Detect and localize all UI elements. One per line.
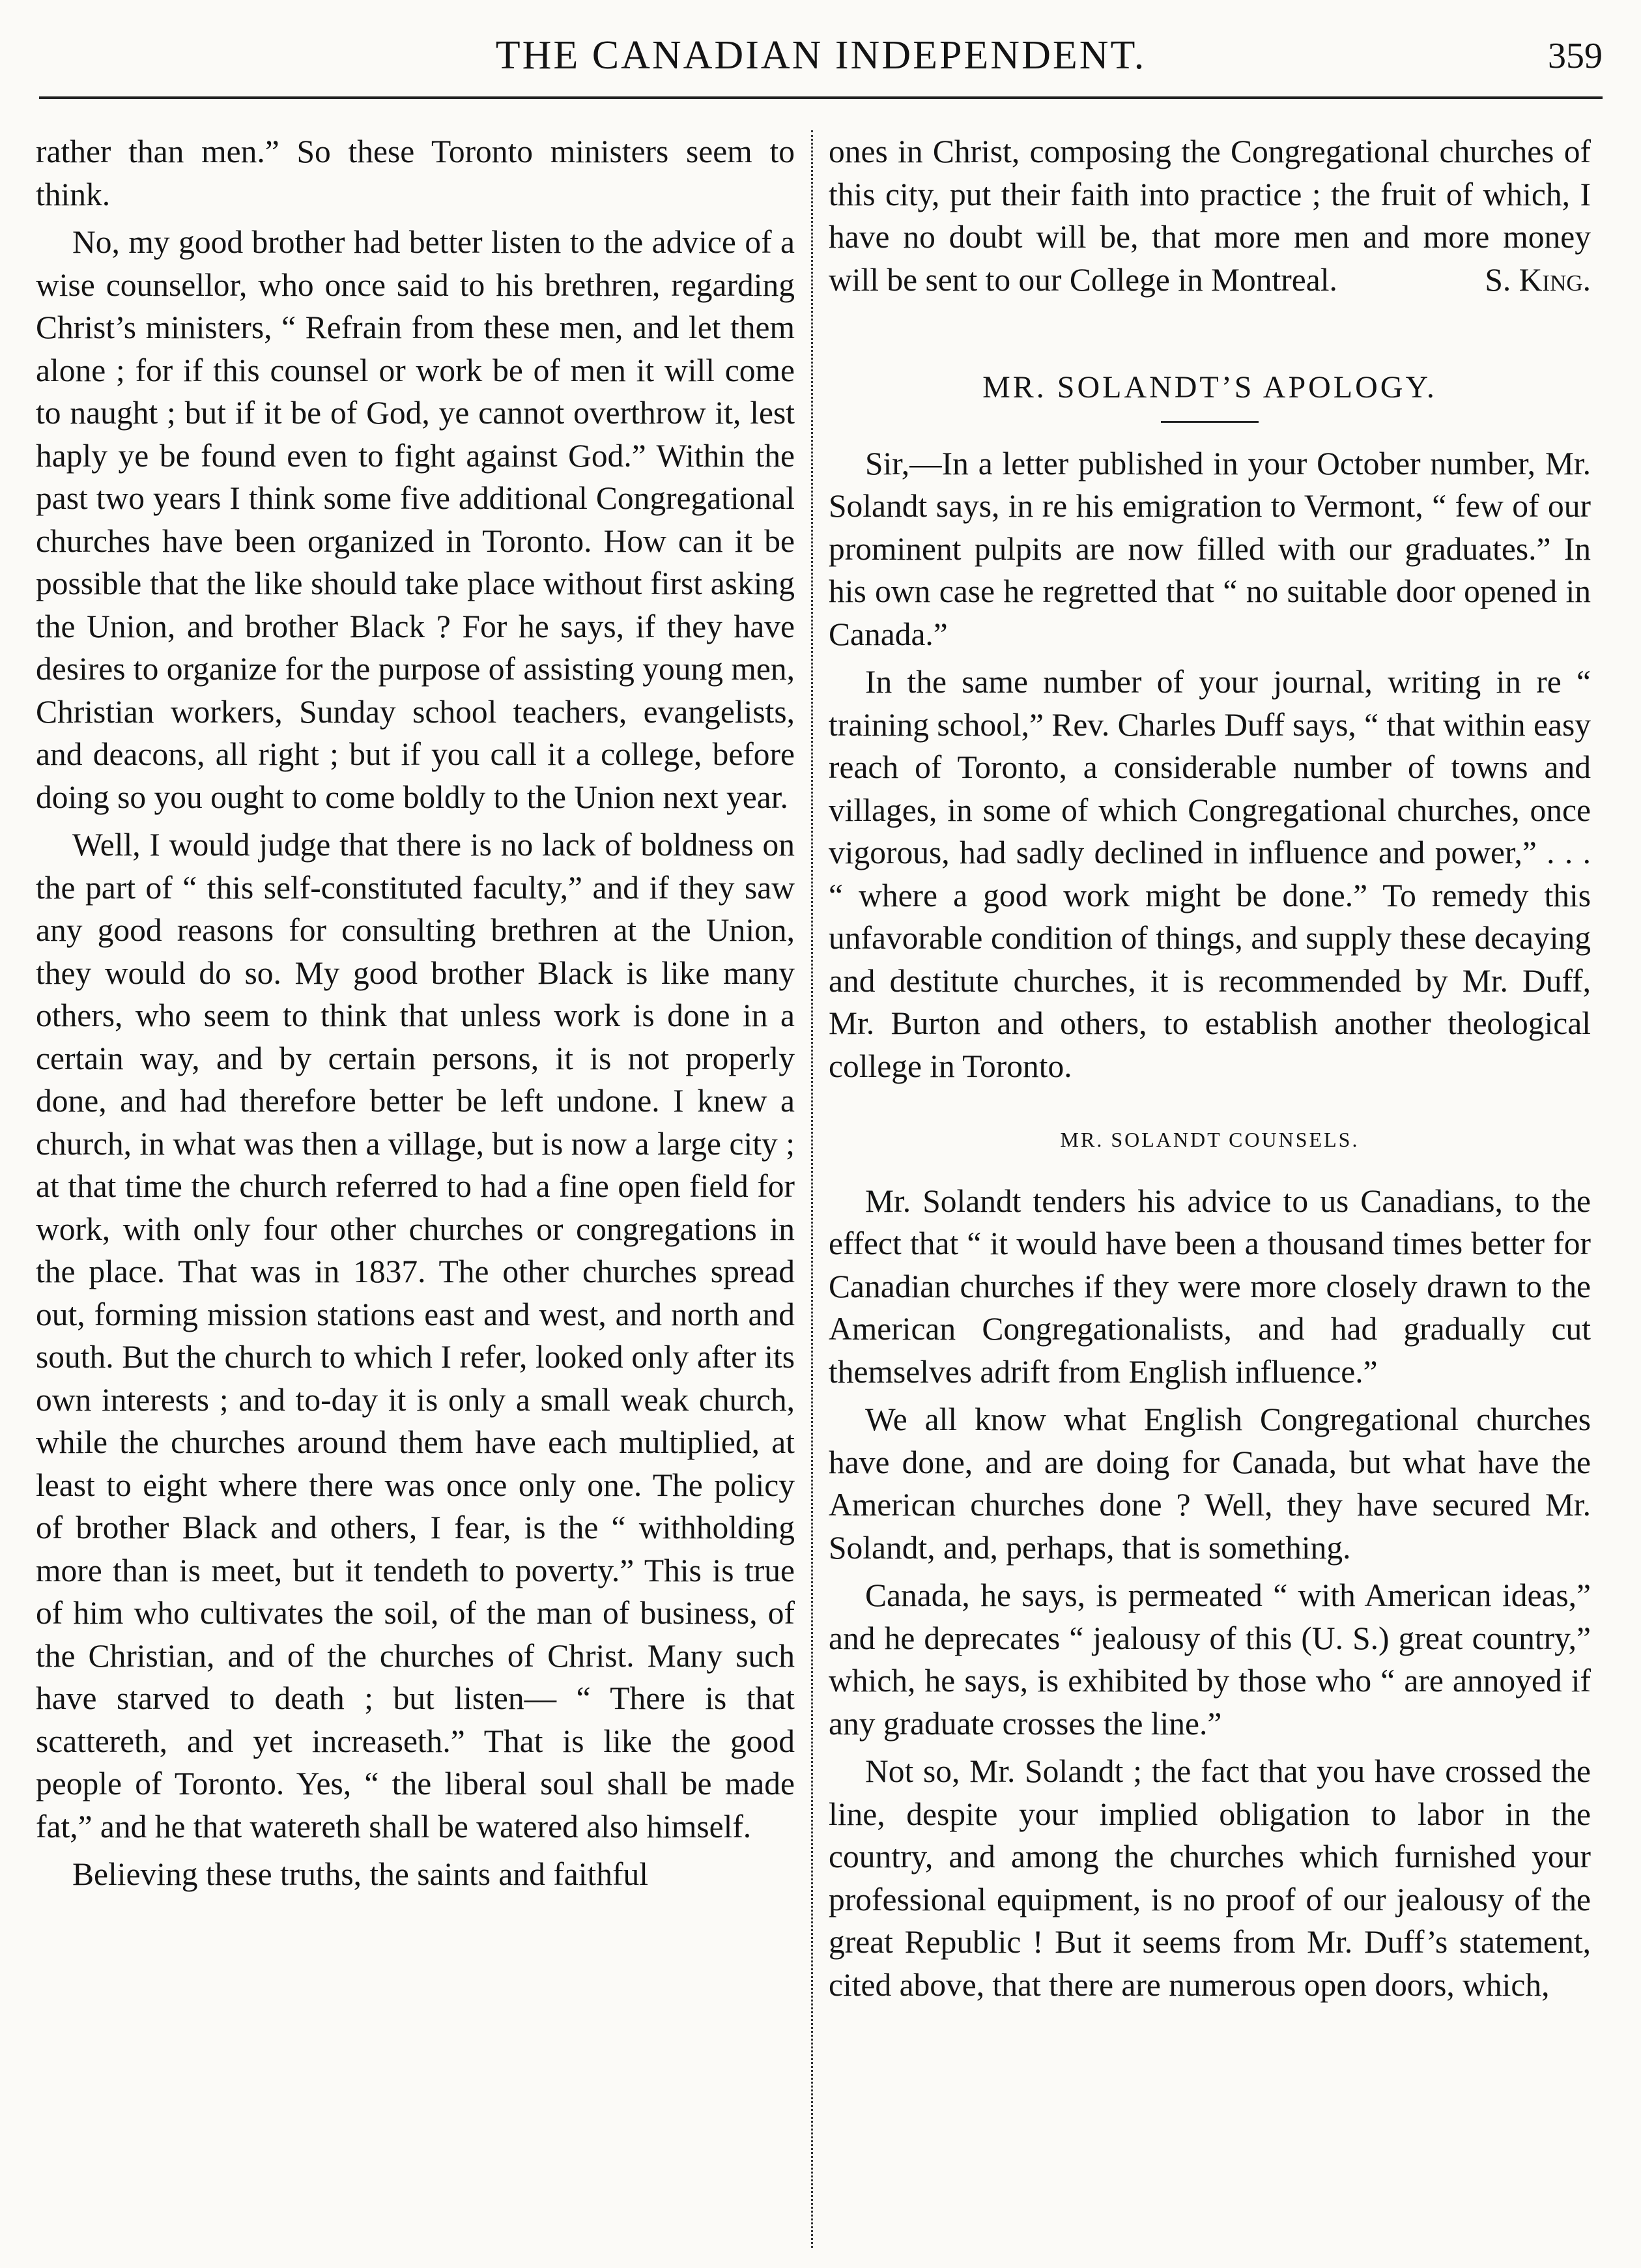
paragraph: Canada, he says, is permeated “ with American ideas,” and he deprecates “ jealousy of this (U. S.) great country,” which, he says, is exhibited by those who “ are annoyed if any graduate crosses the line.” (829, 1577, 1591, 1742)
section-title: MR. SOLANDT’S APOLOGY. (982, 370, 1437, 405)
paragraph: In the same number of your journal, writing in re “ training school,” Rev. Charles Duff says, “ that within easy reach of Toronto, a considerable number of towns and villages, in some of which Congregational churches, once vigorous, had sadly declined in influence and power,” . . . “ where a good work might be done.” To remedy this unfavorable condition of things, and supply these decaying and destitute churches, it is recommended by Mr. Duff, Mr. Burton and others, to establish another theological college in Toronto. (829, 664, 1591, 1084)
journal-title: THE CANADIAN INDEPENDENT. (495, 33, 1147, 78)
page-header (39, 26, 1603, 104)
page-number: 359 (1548, 36, 1603, 76)
column-divider (811, 130, 813, 2248)
paragraph: rather than men.” So these Toronto ministers seem to think. (36, 134, 795, 212)
paragraph: Mr. Solandt tenders his advice to us Canadians, to the effect that “ it would have been a thousand times better for Canadian churches if they were more closely drawn to the American Congregationalists, and had gradually cut themselves adrift from English influence.” (829, 1183, 1591, 1390)
paragraph: We all know what English Congregational churches have done, and are doing for Canada, but what have the American churches done ? Well, they have secured Mr. Solandt, and, perhaps, that is something. (829, 1401, 1591, 1566)
paragraph (829, 130, 1591, 301)
right-column (829, 130, 1591, 2011)
paragraph: Well, I would judge that there is no lack of boldness on the part of “ this self-constituted faculty,” and if they saw any good reasons for consulting brethren at the Union, they would do so. My good brother Black is like many others, who seem to think that unless work is done in a certain way, and by certain persons, it is not properly done, and had therefore better be left undone. I knew a church, in what was then a village, but is now a large city ; at that time the church referred to had a fine open field for work, with only four other churches or congregations in the place. That was in 1837. The other churches spread out, forming mission stations east and west, and north and south. But the church to which I refer, looked only after its own interests ; and to-day it is only a small weak church, while the churches around them have each multiplied, at least to eight where there was once only one. The policy of brother Black and others, I fear, is the “ withholding more than is meet, but it tendeth to poverty.” This is true of him who cultivates the soil, of the man of business, of the Christian, and of the churches of Christ. Many such have starved to death ; but listen— “ There is that scattereth, and yet increaseth.” That is like the good people of Toronto. Yes, “ the liberal soul shall be made fat,” and he that watereth shall be watered also himself. (36, 827, 795, 1845)
left-column (36, 130, 795, 1901)
paragraph: Believing these truths, the saints and faithful (72, 1856, 648, 1892)
signature: S. King. (1485, 261, 1591, 298)
paragraph: Sir,—In a letter published in your October number, Mr. Solandt says, in re his emigration to Vermont, “ few of our prominent pulpits are now filled with our graduates.” In his own case he regretted that “ no suitable door opened in Canada.” (829, 445, 1591, 652)
paragraph-text: ones in Christ, composing the Congregational churches of this city, put their faith into practice ; the fruit of which, I have no doubt will be, that more men and more money will be sent to our College in Montreal. (829, 134, 1591, 298)
paragraph: No, my good brother had better listen to the advice of a wise counsellor, who once said to his brethren, regarding Christ’s ministers, “ Refrain from these men, and let them alone ; for if this counsel or work be of men it will come to naught ; but if it be of God, ye cannot overthrow it, lest haply ye be found even to fight against God.” Within the past two years I think some five additional Congregational churches have been organized in Toronto. How can it be possible that the like should take place without first asking the Union, and brother Black ? For he says, if they have desires to organize for the purpose of assisting young men, Christian workers, Sunday school teachers, evangelists, and deacons, all right ; but if you call it a college, before doing so you ought to come boldly to the Union next year. (36, 224, 795, 815)
title-rule (1161, 421, 1259, 423)
subheading: MR. SOLANDT COUNSELS. (1060, 1128, 1360, 1151)
header-rule (39, 96, 1603, 99)
paragraph: Not so, Mr. Solandt ; the fact that you have crossed the line, despite your implied obligation to labor in the country, and among the churches which furnished your professional equipment, is no proof of our jealousy of the great Republic ! But it seems from Mr. Duff’s statement, cited above, that there are numerous open doors, which, (829, 1753, 1591, 2003)
